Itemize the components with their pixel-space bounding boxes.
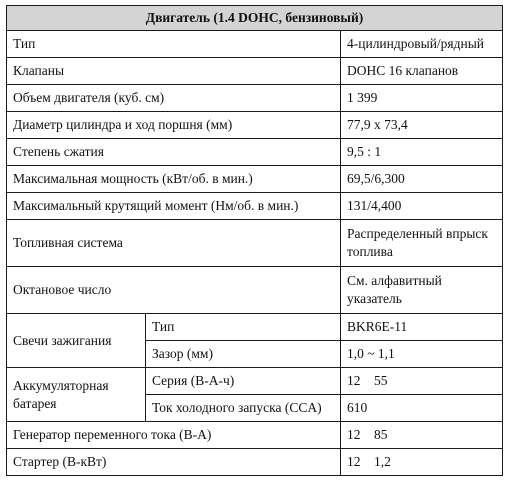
- sub-value: BKR6E-11: [341, 314, 503, 341]
- table-row: [7, 449, 503, 476]
- row-value: 1 399: [341, 85, 503, 112]
- table-row: [7, 112, 503, 139]
- row-value: 77,9 x 73,4: [341, 112, 503, 139]
- sub-value: 610: [341, 395, 503, 422]
- table-row: [7, 58, 503, 85]
- row-label: Тип: [7, 31, 341, 58]
- row-label: Стартер (В-кВт): [7, 449, 341, 476]
- table-row: [7, 85, 503, 112]
- row-value: 4-цилиндровый/рядный: [341, 31, 503, 58]
- row-label: Диаметр цилиндра и ход поршня (мм): [7, 112, 341, 139]
- sub-label: Ток холодного запуска (CCA): [146, 395, 341, 422]
- row-value: Распределенный впрыск топлива: [341, 220, 503, 267]
- row-label: Октановое число: [7, 267, 341, 314]
- row-value: 131/4,400: [341, 193, 503, 220]
- row-label: Топливная система: [7, 220, 341, 267]
- table-row: [7, 314, 503, 341]
- sub-label: Тип: [146, 314, 341, 341]
- row-label: Степень сжатия: [7, 139, 341, 166]
- row-label: Максимальный крутящий момент (Нм/об. в мин.): [7, 193, 341, 220]
- table-row: [7, 31, 503, 58]
- table-title: Двигатель (1.4 DOHC, бензиновый): [7, 6, 503, 31]
- table-row: [7, 193, 503, 220]
- row-value: DOHC 16 клапанов: [341, 58, 503, 85]
- table-row: [7, 422, 503, 449]
- table-row: [7, 220, 503, 267]
- row-value: 12 1,2: [341, 449, 503, 476]
- sub-label: Серия (В-А-ч): [146, 368, 341, 395]
- row-label: Объем двигателя (куб. см): [7, 85, 341, 112]
- sub-value: 12 55: [341, 368, 503, 395]
- row-label: Максимальная мощность (кВт/об. в мин.): [7, 166, 341, 193]
- row-value: 12 85: [341, 422, 503, 449]
- battery-label: Аккумуляторная батарея: [7, 368, 146, 422]
- row-label: Генератор переменного тока (В-А): [7, 422, 341, 449]
- row-value: 9,5 : 1: [341, 139, 503, 166]
- row-value: См. алфавитный указатель: [341, 267, 503, 314]
- row-label: Клапаны: [7, 58, 341, 85]
- row-value: 69,5/6,300: [341, 166, 503, 193]
- table-row: [7, 166, 503, 193]
- table-row: [7, 139, 503, 166]
- sub-value: 1,0 ~ 1,1: [341, 341, 503, 368]
- table-row: [7, 267, 503, 314]
- sub-label: Зазор (мм): [146, 341, 341, 368]
- engine-spec-table: [6, 5, 503, 476]
- spark-plugs-label: Свечи зажигания: [7, 314, 146, 368]
- table-row: [7, 368, 503, 395]
